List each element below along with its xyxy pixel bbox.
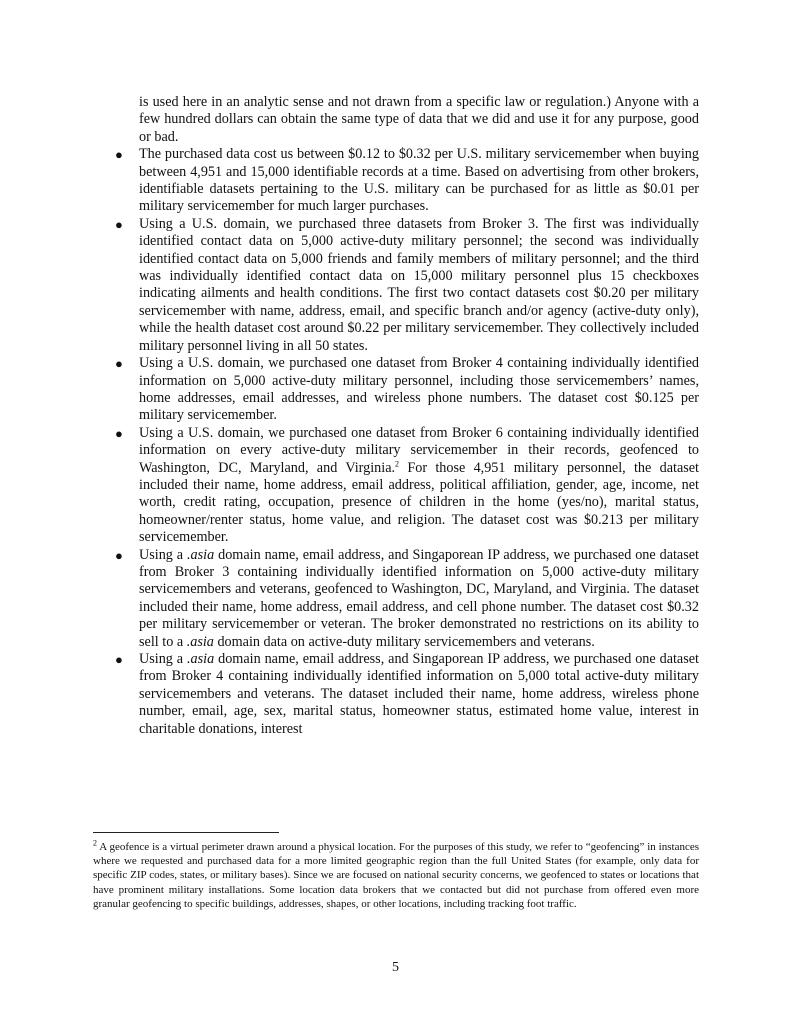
bullet-text: The purchased data cost us between $0.12 to $0.32 per U.S. military servicemember when buying between 4,951 and 15,000 identifiable records at a time. Based on advertising from other brokers, identifiable datasets pertaining to the U.S. military can be purchased for as little as $0.01 per military servicemember for much larger purchases. — [139, 146, 699, 215]
bullet-text: Using a U.S. domain, we purchased three datasets from Broker 3. The first was individually identified contact data on 5,000 active-duty military personnel; the second was individually identified contact data on 5,000 friends and family members of military personnel; and the third was individually identified contact data on 15,000 military personnel plus 15 checkboxes indicating ailments and health conditions. The first two contact datasets cost $0.20 per military servicemember with name, address, email, and specific branch and/or agency (active-duty only), while the health dataset cost around $0.22 per military servicemember. They collectively included military personnel living in all 50 states. — [139, 215, 699, 354]
bullet-item — [115, 146, 699, 216]
bullet-item — [115, 546, 699, 651]
bullet-dot: ● — [115, 147, 123, 163]
bullet-item — [115, 355, 699, 425]
main-body-text — [115, 94, 699, 738]
bullet-text: Using a U.S. domain, we purchased one dataset from Broker 6 containing individually identified information on every active-duty military servicemember in their records, geofenced to Washington, DC, Maryland, and Virginia. — [139, 424, 699, 476]
bullet-text-continued: domain name, email address, and Singaporean IP address, we purchased one dataset from Broker 4 containing individually identified information on 5,000 total active-duty military servicemembers and veterans. The dataset included their name, home address, wireless phone number, email, age, sex, marital status, homeowner status, estimated home value, interest in charitable donations, interest — [139, 651, 699, 737]
footnote-divider — [93, 832, 279, 833]
intro-paragraph: is used here in an analytic sense and not drawn from a specific law or regulation.) Anyone with a few hundred dollars can obtain the same type of data that we did and use it for any purpose, good or bad. — [139, 94, 699, 145]
bullet-text-continued: domain name, email address, and Singaporean IP address, we purchased one dataset from Broker 3 containing individually identified information on 5,000 active-duty military servicemembers and veterans, geofenced to Washington, DC, Maryland, and Virginia. The dataset included their name, home address, email address, and cell phone number. The dataset cost $0.32 per military servicemember or veteran. The broker demonstrated no restrictions on its ability to sell to a — [139, 546, 699, 650]
bullet-item — [115, 651, 699, 738]
bullet-text: Using a — [139, 546, 187, 563]
bullet-dot: ● — [115, 652, 123, 667]
footnote-reference: 2 — [395, 458, 400, 468]
bullet-item — [115, 424, 699, 547]
bullet-text-continued: For those 4,951 military personnel, the dataset included their name, home address, email address, political affiliation, gender, age, income, net worth, credit rating, occupation, presence of children in the home (yes/no), marital status, homeowner/renter status, home value, and religion. The dataset cost was $0.213 per military servicemember. — [139, 459, 699, 546]
bullet-item — [115, 215, 699, 355]
bullet-dot: ● — [115, 547, 123, 563]
footnote-marker: 2 — [93, 838, 97, 848]
bullet-text: Using a — [139, 651, 187, 667]
domain-term: .asia — [187, 651, 215, 667]
bullet-dot: ● — [115, 425, 123, 441]
page-number: 5 — [392, 960, 399, 975]
bullet-text-continued: domain data on active-duty military servicemembers and veterans. — [213, 633, 595, 650]
bullet-dot: ● — [115, 356, 123, 372]
domain-term: .asia — [187, 546, 215, 563]
footnote — [93, 840, 699, 911]
bullet-text: Using a U.S. domain, we purchased one dataset from Broker 4 containing individually identified information on 5,000 active-duty military personnel, including those servicemembers’ names, home addresses, email addresses, and wireless phone numbers. The dataset cost $0.125 per military servicemember. — [139, 355, 699, 424]
bullet-dot: ● — [115, 216, 123, 232]
footnote-text: A geofence is a virtual perimeter drawn around a physical location. For the purposes of this study, we refer to “geofencing” in instances where we requested and purchased data for a more limited geographic region than the full United States (for example, only data for specific ZIP codes, states, or military bases). Since we are focused on national security concerns, we geofenced to states or locations that have prominent military installations. Some location data brokers that we contacted but did not purchase from offered even more granular geofencing to specific buildings, addresses, shapes, or other locations, including tracking foot traffic. — [93, 841, 699, 910]
domain-term: .asia — [186, 633, 214, 650]
bullet-list — [115, 146, 699, 738]
